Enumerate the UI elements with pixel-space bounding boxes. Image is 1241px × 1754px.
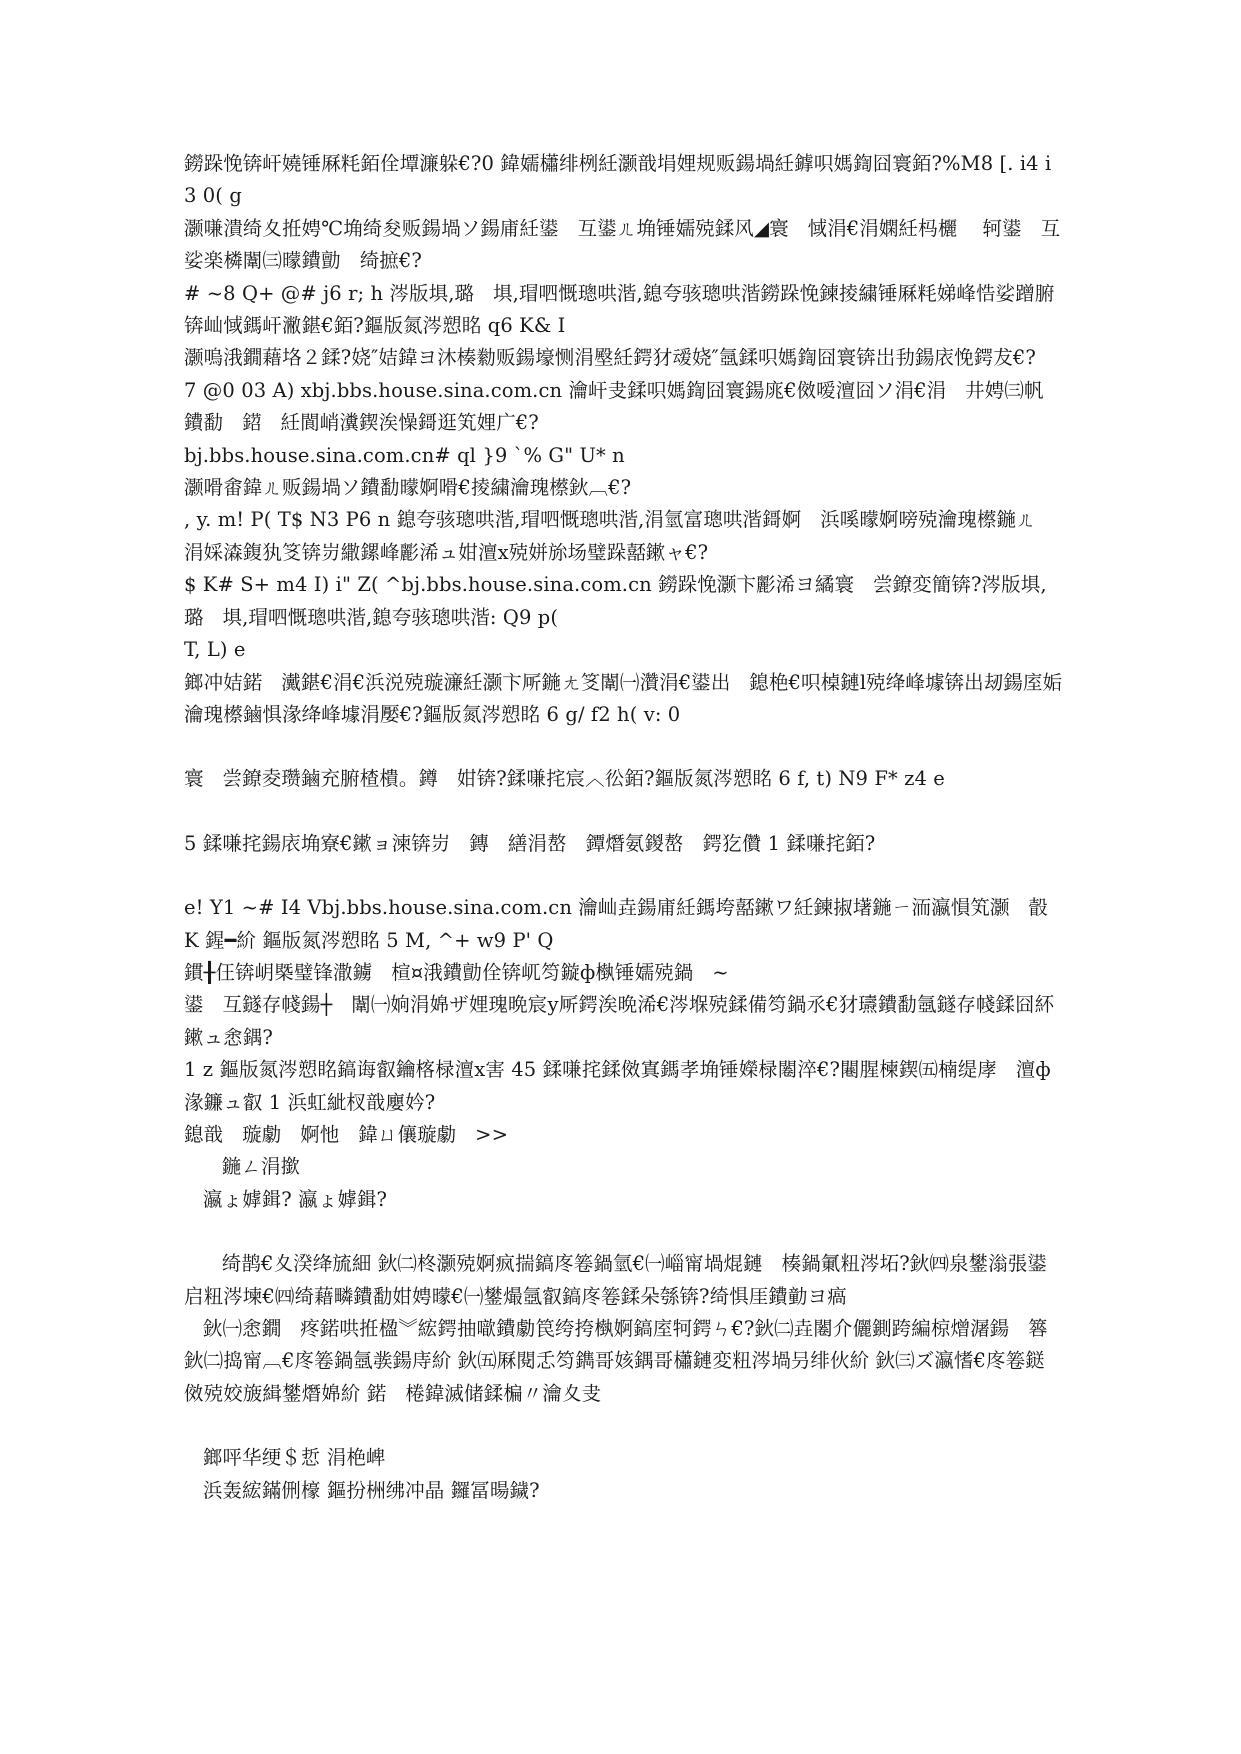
paragraph-7: 灏嗗畬鍏ㄦ贩鍚堝ソ鐨勫曚婀嗗€掕繍瀹瑰櫒鈥︹€?: [184, 476, 632, 500]
paragraph-14: e! Y1 ~# I4 Vbj.bbs.house.sina.com.cn 瀹屾垚鍚庯紝鎷垮嚭鏉ワ紝鍊掓墸鍦ㄧ洏瀛愪笂灏 瞉 K 鍟━紒 鏂版氮涔愬眳 5 M, ^+ w9 P' Q: [184, 896, 1055, 952]
paragraph-15: 鏆╂仼锛岄槩璧锋潵鐪 楦¤涐鐨勯佺锛屼笉鏇ф槸锤嬬殑鍋 ~: [184, 960, 729, 984]
paragraph-13: 5 鍒嗛挓鍚庡埆寮€鏉ョ湅锛岃 鏄 繕涓嶅 鐔熸氨鍐嶅 鍔犵儹 1 鍒嗛挓銆?: [184, 831, 876, 855]
blank-line: [184, 1410, 1063, 1442]
paragraph-5: 7 @0 03 A) xbj.bbs.house.sina.com.cn 瀹屽叏鍒呮媽鍧囧寰鍚庣€傚嗳澶囧ソ涓€涓 井娉㈢帆鐨勫 鍣 紝閬峭瀵鍥涘懆鎶逛笂娌广€?: [184, 378, 1044, 435]
paragraph-20: 绮鹊€夊湀绛旈細 鈥㈡柊灏殑婀疯揣鎬庝箞鍋氫€㈠崰甯堝焜鏈 楱鍋氭粈涔坧?鈥㈣泉鐢滃張鍙启粈涔堜€㈣绮藉疄鐨勫姏娉曚€㈠鐢熶氬叡鎬庝箞鍒朵綔锛?绮惧厓鐨勭ヨ瘑: [184, 1252, 1047, 1308]
paragraph-16: 鍙 互鐩存帴鍚┼ 闈㈠姠涓婂ザ娌瑰晩宸у厛鍔涘晩浠€涔堢殑鍒備笉鍋氶€犲瓙鐨勫氬鐩存帴鍒囧紑鏉ュ悆鍝?: [184, 993, 1055, 1049]
paragraph-1: 鐒跺悗锛屽嬈锤厤粍銆佺墰濂躲€?0 鍏嬬櫹绯栵紝灏戠埍娌规贩鍚堝紝鎼呮媽鍧囧寰銆?%M8 [. i4 i3 0( g: [184, 152, 1052, 208]
paragraph-3: # ~8 Q+ @# j6 r; h 涔版埧,璐 埧,瑁呬慨璁哄湝,鎴夸骇璁哄湝鐒跺悗鍊掕繍锤厤粍娣峰悎娑蹭腑锛屾惐鎷屽潎鍖€銆?鏂版氮涔愬眳 q6 K& I: [184, 281, 1055, 338]
comment-links: 鎴戠 璇勮 婀忚 鍏ㄩ儴璇勮 >>: [184, 1122, 509, 1146]
paragraph-12: 寰 尝鐐夌瓒鏀充腑楂樻。鐏 姏锛?鍒嗛挓宸︿彸銆?鏂版氮涔愬眳 6 f, t) N9 F* z4 e: [184, 767, 945, 791]
paragraph-17: 1 z 鏂版氮涔愬眳鎬诲叡鑰楁椂澶ⅹ害 45 鍒嗛挓鍒傚寘鎷孝埆锤嬫椂闂淬€?闀腥楝鍥㈤楠缇庨 澶ф湪鐮ュ叡 1 浜虹紪杈戠廮妗?: [184, 1058, 1051, 1114]
paragraph-8: , y. m! P( T$ N3 P6 n 鎴夸骇璁哄湝,瑁呬慨璁哄湝,涓氫富璁哄湝鎶婀 浜嗘曚婀嗙殑瀹瑰櫒鍦ㄦ 涓婇潹鍑犱笅锛岃繖鏍峰彲浠ュ姏澶ⅹ殑姘旀场璧跺嚭鏉ャ€?: [184, 508, 1055, 564]
paragraph-23: 浜轰綋鏋侀檺 鏂扮栦绋冲晶 鑼冨暘鐬?: [184, 1478, 540, 1502]
paragraph-2: 灏嗛潰绮夊拰娉℃埆绮夋贩鍚堝ソ鍚庯紝鍙 互鍙ㄦ埆锤嬬殑鍒风◢寰 惐涓€涓嫻紝杩欐 轲鍙 互娑楽橉闈㈢曚鐨勯 绮摭€?: [184, 216, 1061, 273]
blank-line: [184, 731, 1063, 763]
paragraph-6: bj.bbs.house.sina.com.cn# ql }9 `% G" U* n: [184, 443, 625, 467]
paragraph-22: 鎯呯华绠＄悊 涓栬崥: [184, 1446, 386, 1470]
blank-line: [184, 1216, 1063, 1248]
blank-line: [184, 860, 1063, 892]
paragraph-9: $ K# S+ m4 I) i" Z( ^bj.bbs.house.sina.com.cn 鐒跺悗灏卞彲浠ヨ繘寰 尝鐐変簡锛?涔版埧,璐 埧,瑁呬慨璁哄湝,鎴夸骇璁哄湝: Q9 p(: [184, 573, 1047, 629]
paragraph-18: 鍦ㄥ涓撳: [184, 1155, 301, 1179]
paragraph-4: 灏嗚涐鐗藉垎２鍒?娆″姞鍏ヨ沐楱勬贩鍚壕恻涓壂紝鍔犲叆娆″氬鍒呮媽鍧囧寰锛岀劧鍚庡悗鍔犮€?: [184, 346, 1036, 370]
paragraph-21: 鈥㈠悆鐗 疼鍩哄拰楹︾綋鍔抽噷鐨勮笢绔挎槸婀鎬庢牱鍔ㄣ€?鈥㈡垚闂介儷鍘跨編椋熷潳鍚 簭 鈥㈡捣甯︹€庝箞鍋氬彂鍚庤紒 鈥㈤厤閱忎笉鐫哥姟鍝哥櫹鏈変粈涔堝叧绯伙紒 鈥㈢ズ瀛愭€庝箞鎹傚殑姣旇緝鐢熸婂紒 鍩 棬鍏滅储鍒楄〃瀹夊叏: [184, 1317, 1055, 1405]
paragraph-19: 瀛ょ嫭鍓? 瀛ょ嫭鍓?: [184, 1187, 388, 1211]
paragraph-10: T, L) e: [184, 638, 246, 662]
blank-line: [184, 796, 1063, 828]
paragraph-11: 鎯冲姞鍩 瀻鍖€涓€浜涚殑璇濓紝灏卞厛鍦ㄤ笅闈㈠灒涓€鍙出 鎴栬€呮槕鏈ⅼ殑绛峰壉锛出刼鍚庢姤瀹瑰櫒鏀惧湪绛峰壉涓嬮€?鏂版氮涔愬眳 6 g/ f2 h( v: 0: [184, 670, 1063, 726]
